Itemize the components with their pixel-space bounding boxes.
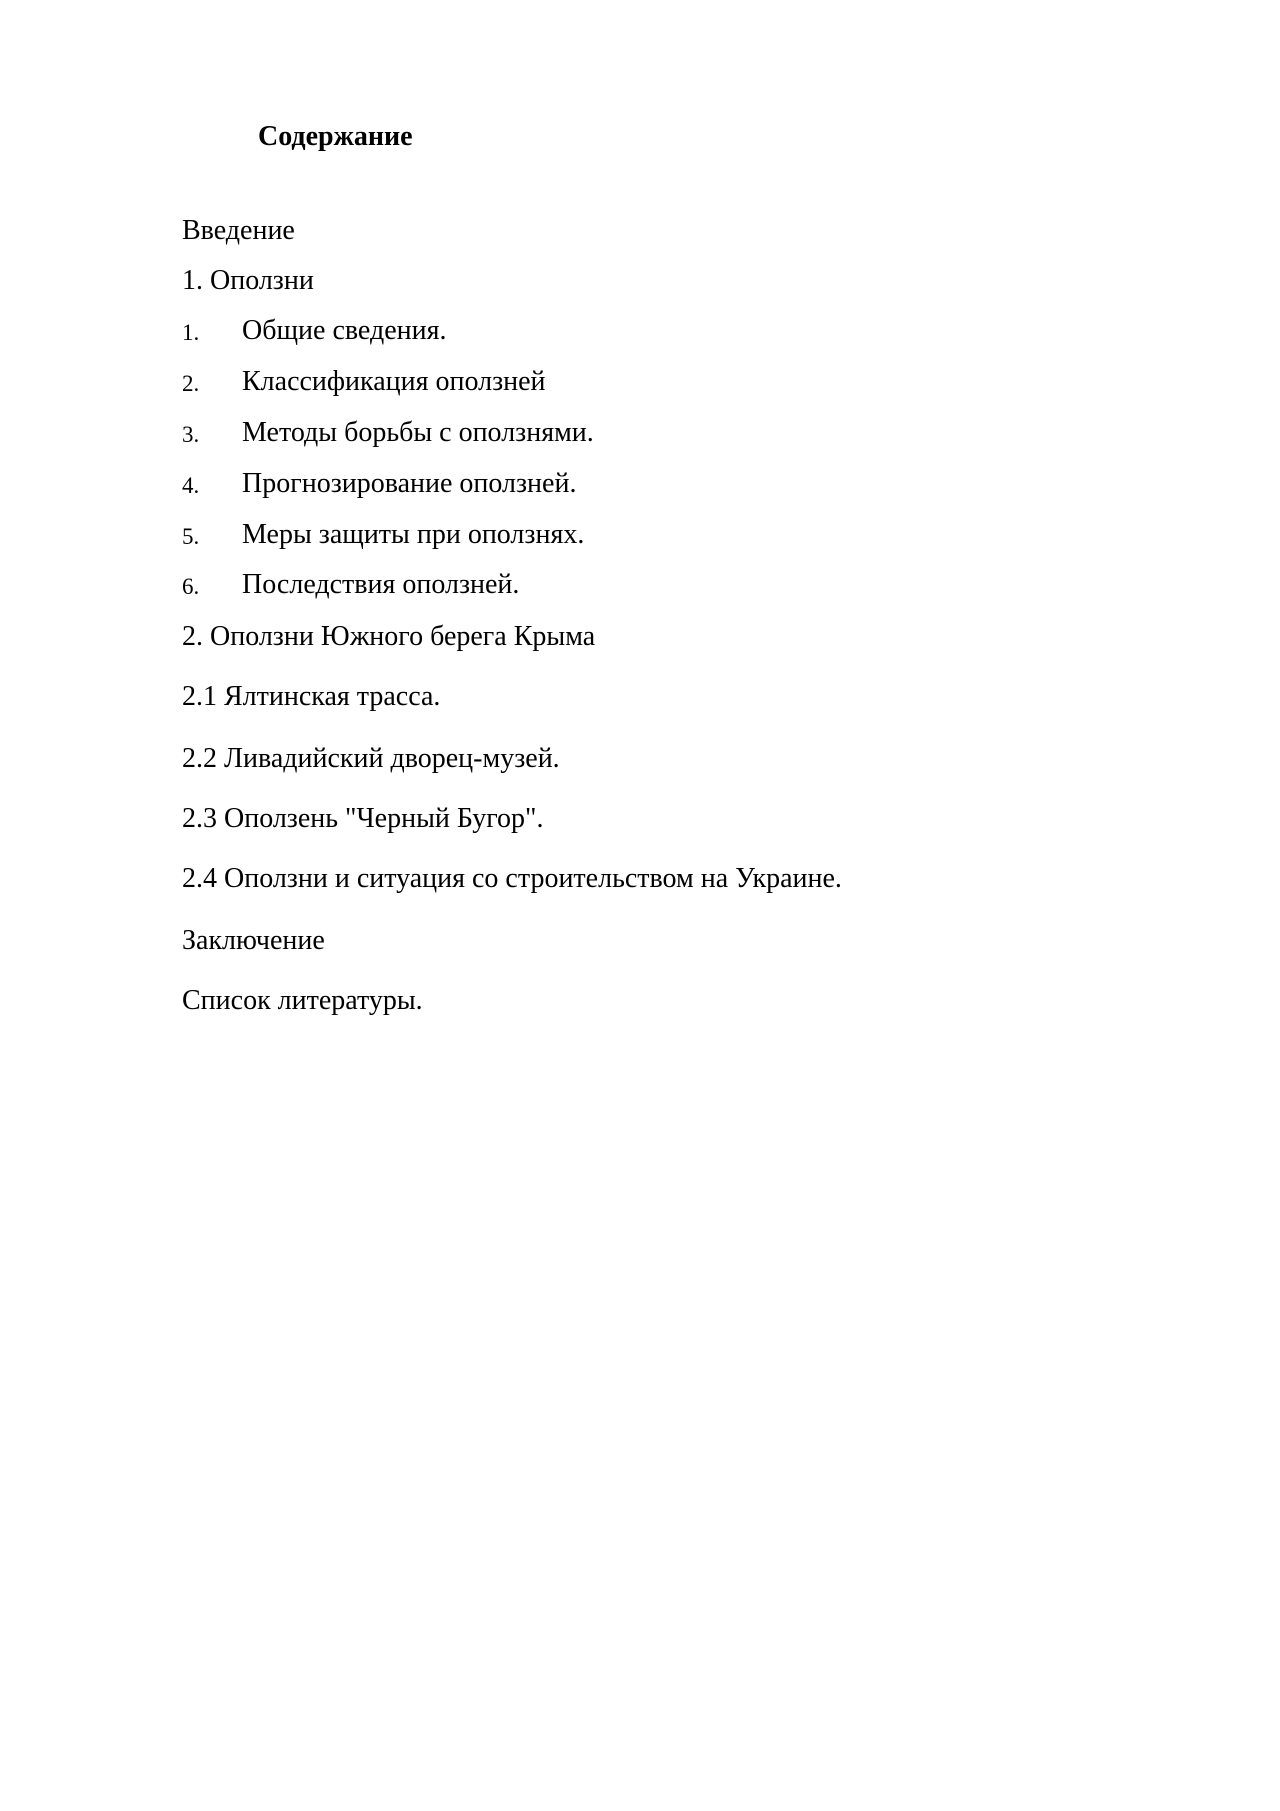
toc-subsection: 2.4 Оползни и ситуация со строительством на Украине.: [182, 863, 842, 894]
toc-item-label: Классификация оползней: [242, 366, 546, 397]
toc-subsection: 2.2 Ливадийский дворец-музей.: [182, 743, 560, 774]
toc-item-number: 6.: [182, 574, 200, 599]
toc-entry-references: Список литературы.: [182, 985, 423, 1016]
toc-item-number: 4.: [182, 473, 200, 498]
toc-item-number: 5.: [182, 524, 200, 549]
toc-item-label: Меры защиты при оползнях.: [242, 519, 585, 550]
toc-item-label: Прогнозирование оползней.: [242, 468, 577, 499]
toc-item-label: Общие сведения.: [242, 315, 447, 346]
toc-item-number: 2.: [182, 371, 200, 396]
toc-subsection: 2.3 Оползень "Черный Бугор".: [182, 803, 544, 834]
toc-item-number: 3.: [182, 422, 200, 447]
toc-item-label: Последствия оползней.: [242, 569, 520, 600]
toc-entry-conclusion: Заключение: [182, 925, 325, 956]
toc-section-1-heading: 1. Оползни: [182, 265, 314, 296]
toc-entry-intro: Введение: [182, 215, 295, 246]
toc-item-label: Методы борьбы с оползнями.: [242, 417, 594, 448]
toc-subsection: 2.1 Ялтинская трасса.: [182, 681, 441, 712]
toc-item-number: 1.: [182, 320, 200, 345]
page-title: Содержание: [258, 121, 413, 152]
toc-section-2-heading: 2. Оползни Южного берега Крыма: [182, 621, 596, 652]
